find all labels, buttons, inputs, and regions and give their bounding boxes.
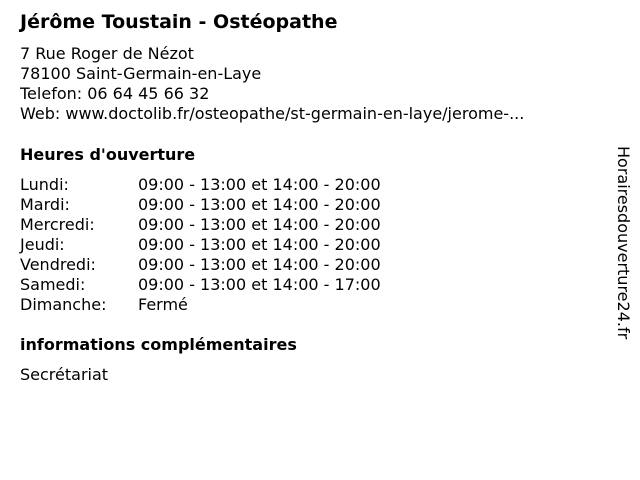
hours-row-saturday bbox=[20, 275, 381, 295]
street-address: 7 Rue Roger de Nézot bbox=[20, 44, 194, 63]
hours-row-monday bbox=[20, 175, 381, 195]
day-label: Lundi: bbox=[20, 175, 69, 194]
hours-row-sunday bbox=[20, 295, 381, 315]
additional-info-text: Secrétariat bbox=[20, 365, 109, 384]
site-watermark-text: Horairesdouverture24.fr bbox=[614, 145, 633, 340]
opening-hours-heading: Heures d'ouverture bbox=[20, 145, 196, 164]
hours-row-wednesday bbox=[20, 215, 381, 235]
day-label: Samedi: bbox=[20, 275, 86, 294]
page-title: Jérôme Toustain - Ostéopathe bbox=[20, 11, 338, 33]
time-value: 09:00 - 13:00 et 14:00 - 20:00 bbox=[138, 175, 381, 194]
opening-hours-list bbox=[20, 175, 381, 315]
additional-info-heading: informations complémentaires bbox=[20, 335, 297, 354]
time-value: 09:00 - 13:00 et 14:00 - 20:00 bbox=[138, 235, 381, 254]
hours-row-tuesday bbox=[20, 195, 381, 215]
site-watermark bbox=[608, 135, 638, 350]
time-value: 09:00 - 13:00 et 14:00 - 17:00 bbox=[138, 275, 381, 294]
day-label: Jeudi: bbox=[20, 235, 65, 254]
time-value: Fermé bbox=[138, 295, 188, 314]
day-label: Dimanche: bbox=[20, 295, 107, 314]
time-value: 09:00 - 13:00 et 14:00 - 20:00 bbox=[138, 255, 381, 274]
phone-number: Telefon: 06 64 45 66 32 bbox=[20, 84, 210, 103]
city-address: 78100 Saint-Germain-en-Laye bbox=[20, 64, 262, 83]
time-value: 09:00 - 13:00 et 14:00 - 20:00 bbox=[138, 215, 381, 234]
hours-row-thursday bbox=[20, 235, 381, 255]
hours-row-friday bbox=[20, 255, 381, 275]
contact-block bbox=[20, 44, 600, 124]
time-value: 09:00 - 13:00 et 14:00 - 20:00 bbox=[138, 195, 381, 214]
website-link[interactable]: Web: www.doctolib.fr/osteopathe/st-germain-en-laye/jerome-... bbox=[20, 104, 525, 123]
day-label: Vendredi: bbox=[20, 255, 96, 274]
day-label: Mardi: bbox=[20, 195, 70, 214]
day-label: Mercredi: bbox=[20, 215, 95, 234]
